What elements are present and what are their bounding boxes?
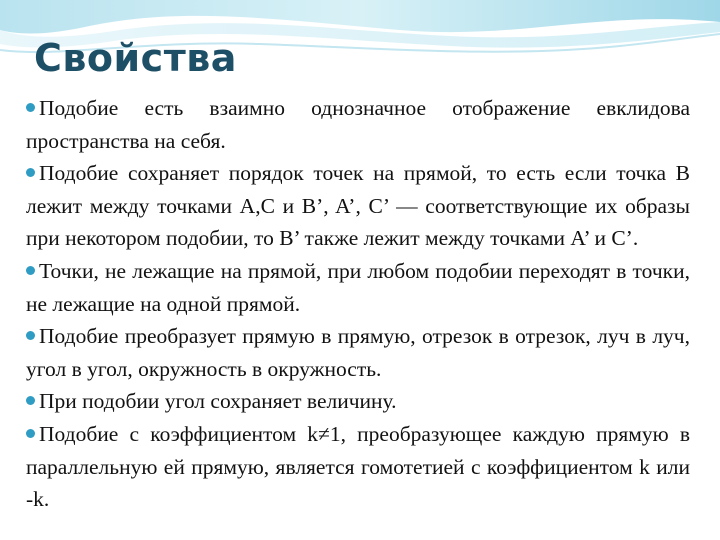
bullet-list	[26, 92, 690, 516]
list-item-text: Подобие сохраняет порядок точек на прямой, то есть если точка B лежит между точками A,C и B’, A’, C’ — соответствующие их образы при некотором подобии, то B’ также лежит между точками A’ и C’.	[26, 161, 690, 251]
list-item-text: Подобие с коэффициентом k≠1, преобразующее каждую прямую в параллельную ей прямую, является гомотетией с коэффициентом k или -k.	[26, 421, 690, 512]
bullet-icon	[26, 103, 35, 112]
list-item	[26, 92, 690, 157]
list-item	[26, 157, 690, 255]
list-item	[26, 385, 690, 418]
bullet-icon	[26, 396, 35, 405]
list-item-text: Точки, не лежащие на прямой, при любом подобии переходят в точки, не лежащие на одной прямой.	[26, 258, 690, 316]
list-item-text: Подобие есть взаимно однозначное отображение евклидова пространства на себя.	[26, 96, 690, 153]
list-item	[26, 320, 690, 385]
list-item	[26, 418, 690, 516]
list-item-text: При подобии угол сохраняет величину.	[39, 389, 397, 414]
bullet-icon	[26, 168, 35, 177]
list-item-text: Подобие преобразует прямую в прямую, отрезок в отрезок, луч в луч, угол в угол, окружность в окружность.	[26, 324, 690, 381]
bullet-icon	[26, 266, 35, 275]
list-item	[26, 255, 690, 320]
slide-title: Свойства	[34, 36, 237, 80]
bullet-icon	[26, 429, 35, 438]
bullet-icon	[26, 331, 35, 340]
